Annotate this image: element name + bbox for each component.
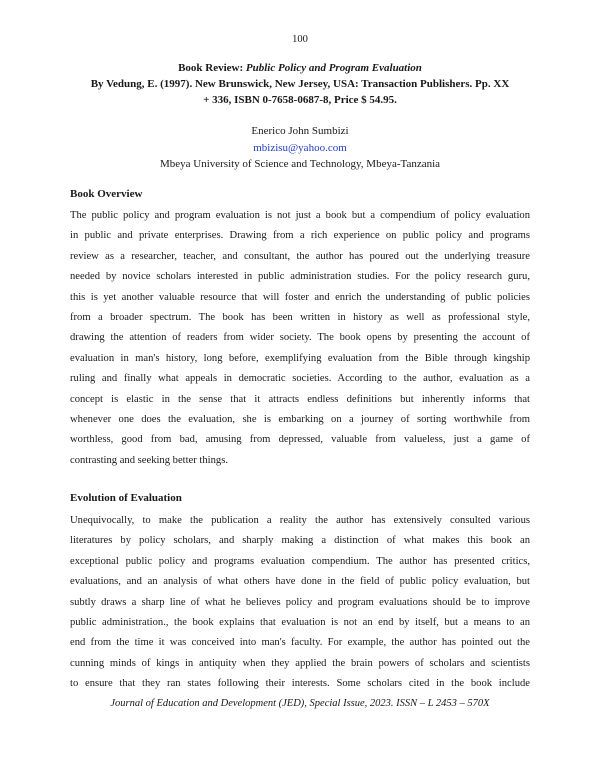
paragraph-line: subtly draws a sharp line of what he believes policy and program evaluations should be to improve [70,596,530,608]
paragraph-line: from a broader spectrum. The book has been written in history as well as professional style, [70,311,530,323]
paragraph-line: this is yet another valuable resource that will foster and enrich the understanding of public policies [70,291,530,303]
review-title-block [78,60,522,108]
paragraph-line: literatures by policy scholars, and sharply making a distinction of what makes this book an [70,535,530,547]
author-affiliation: Mbeya University of Science and Technology, Mbeya-Tanzania [159,158,441,170]
paragraph-line: The public policy and program evaluation is not just a book but a compendium of policy evaluation [70,210,530,221]
paragraph-line: concept is elastic in the sense that it attracts endless definitions but inherently informs that [70,393,530,405]
paragraph-line: evaluation in man's history, long before, exemplifying evaluation from the Bible through kingship [70,352,530,364]
paragraph-line: in public and private enterprises. Drawing from a rich experience on public policy and programs [70,230,530,242]
author-block [0,123,600,173]
paragraph-line: contrasting and seeking better things. [70,454,228,466]
paragraph-line: whenever one does the evaluation, she is embarking on a journey of sorting worthwhile from [70,413,530,425]
paragraph-line: exceptional public policy and programs evaluation compendium. The author has presented critics, [70,555,530,567]
paragraph-line: ruling and finally what appeals in democratic societies. According to the author, evaluation as a [70,373,530,385]
section-heading-book-overview: Book Overview [70,188,143,200]
review-title-line1 [78,60,522,76]
paragraph-line: review as a researcher, teacher, and consultant, the author has poured out the underlying treasure [70,250,530,262]
paragraph-evolution-of-evaluation [70,511,530,695]
paragraph-line: drawing the attention of readers from wider society. The book opens by presenting the account of [70,332,530,344]
journal-footer: Journal of Education and Development (JED), Special Issue, 2023. ISSN – L 2453 – 570X [110,698,490,709]
paragraph-line: end from the time it was conceived into man's faculty. For example, the author has pointed out the [70,637,530,649]
paragraph-line: needed by novice scholars interested in public administration studies. For the policy research guru, [70,271,530,283]
review-title-line3: + 336, ISBN 0-7658-0687-8, Price $ 54.95. [203,94,397,106]
paragraph-line: worthless, good from bad, amusing from depressed, valuable from valueless, just a game of [70,434,530,446]
author-name: Enerico John Sumbizi [251,125,349,137]
page-number: 100 [292,34,308,45]
paragraph-line: public administration., the book explains that evaluation is not an end by itself, but a means to an [70,616,530,628]
review-title-prefix: Book Review: [178,62,246,74]
paragraph-line: cunning minds of kings in antiquity when they applied the brain powers of scholars and scientists [70,657,530,669]
book-title: Public Policy and Program Evaluation [245,62,422,74]
paragraph-line: Unequivocally, to make the publication a reality the author has extensively consulted various [70,515,530,526]
section-heading-evolution-of-evaluation: Evolution of Evaluation [70,492,182,504]
review-title-line2: By Vedung, E. (1997). New Brunswick, New Jersey, USA: Transaction Publishers. Pp. XX [90,78,510,90]
paragraph-book-overview [70,206,530,471]
paragraph-line: to ensure that they ran states following their interests. Some scholars cited in the book include [70,678,530,690]
paragraph-line: evaluations, and an analysis of what others have done in the field of public policy evaluation, but [70,576,530,588]
author-email-link[interactable]: mbizisu@yahoo.com [253,141,347,154]
